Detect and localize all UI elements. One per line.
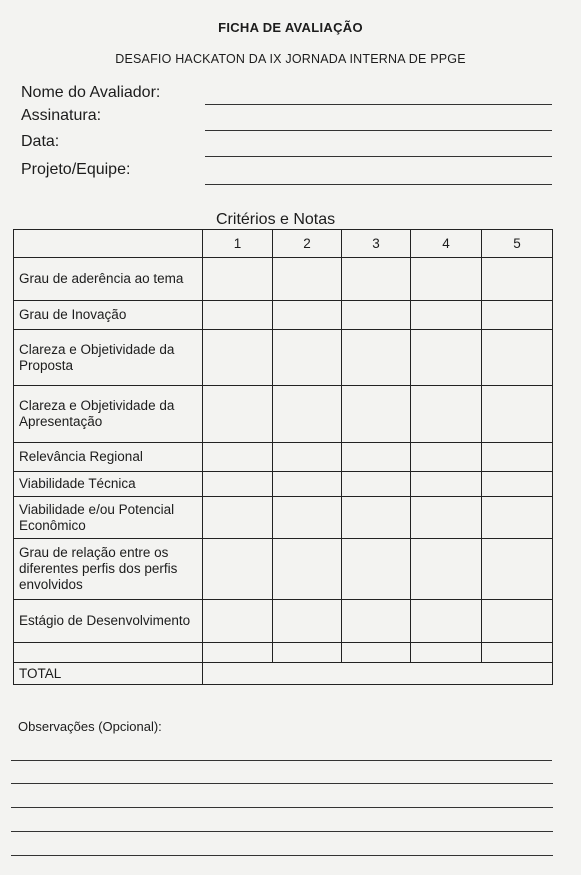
table-row: [14, 472, 553, 497]
score-cell[interactable]: [203, 539, 273, 600]
criterion-label: Viabilidade Técnica: [14, 472, 203, 497]
form-title: FICHA DE AVALIAÇÃO: [218, 20, 363, 35]
criterion-label: Grau de relação entre os diferentes perfis dos perfis envolvidos: [14, 539, 203, 600]
table-header-row: [14, 230, 553, 258]
score-header-2: 2: [273, 230, 342, 258]
score-cell[interactable]: [342, 643, 411, 663]
score-cell[interactable]: [482, 443, 553, 472]
score-header-5: 5: [482, 230, 553, 258]
table-row: [14, 600, 553, 643]
score-cell[interactable]: [482, 330, 553, 386]
score-cell[interactable]: [273, 386, 342, 443]
table-row: [14, 330, 553, 386]
score-cell[interactable]: [411, 497, 482, 539]
table-row: [14, 386, 553, 443]
date-label: Data:: [21, 133, 60, 150]
score-header-1: 1: [203, 230, 273, 258]
observation-line-1[interactable]: [11, 760, 552, 761]
table-row: [14, 497, 553, 539]
score-cell[interactable]: [482, 600, 553, 643]
table-row: [14, 258, 553, 301]
score-cell[interactable]: [342, 600, 411, 643]
score-cell[interactable]: [342, 497, 411, 539]
evaluator-name-label: Nome do Avaliador:: [21, 84, 161, 101]
score-cell[interactable]: [342, 258, 411, 301]
score-cell[interactable]: [482, 497, 553, 539]
score-cell[interactable]: [203, 330, 273, 386]
score-cell[interactable]: [411, 539, 482, 600]
score-cell[interactable]: [273, 330, 342, 386]
score-cell[interactable]: [203, 600, 273, 643]
score-cell[interactable]: [273, 539, 342, 600]
form-subtitle: DESAFIO HACKATON DA IX JORNADA INTERNA DE PPGE: [115, 52, 466, 66]
score-cell[interactable]: [342, 472, 411, 497]
score-cell[interactable]: [482, 472, 553, 497]
header-blank-cell: [14, 230, 203, 258]
criterion-label: Viabilidade e/ou Potencial Econômico: [14, 497, 203, 539]
table-row: [14, 443, 553, 472]
project-team-field[interactable]: [205, 184, 552, 185]
score-cell[interactable]: [411, 443, 482, 472]
criterion-label: Grau de aderência ao tema: [14, 258, 203, 301]
table-row: [14, 643, 553, 663]
score-cell[interactable]: [273, 497, 342, 539]
total-label: TOTAL: [14, 663, 203, 685]
date-field[interactable]: [205, 156, 552, 157]
observation-line-5[interactable]: [11, 855, 553, 856]
score-cell[interactable]: [273, 472, 342, 497]
criterion-label: Relevância Regional: [14, 443, 203, 472]
observations-label: Observações (Opcional):: [18, 719, 162, 734]
score-cell[interactable]: [273, 600, 342, 643]
score-cell[interactable]: [203, 643, 273, 663]
score-cell[interactable]: [411, 330, 482, 386]
score-cell[interactable]: [411, 301, 482, 330]
score-cell[interactable]: [203, 258, 273, 301]
score-cell[interactable]: [482, 258, 553, 301]
table-row: [14, 301, 553, 330]
observation-line-2[interactable]: [11, 783, 553, 784]
score-header-3: 3: [342, 230, 411, 258]
score-cell[interactable]: [482, 539, 553, 600]
score-cell[interactable]: [411, 643, 482, 663]
score-cell[interactable]: [273, 443, 342, 472]
criteria-table: [13, 229, 553, 685]
score-header-4: 4: [411, 230, 482, 258]
project-team-label: Projeto/Equipe:: [21, 161, 131, 178]
criterion-label: [14, 643, 203, 663]
score-cell[interactable]: [203, 386, 273, 443]
score-cell[interactable]: [342, 386, 411, 443]
score-cell[interactable]: [482, 386, 553, 443]
score-cell[interactable]: [482, 643, 553, 663]
score-cell[interactable]: [203, 472, 273, 497]
score-cell[interactable]: [342, 443, 411, 472]
criteria-caption: Critérios e Notas: [216, 211, 336, 228]
criterion-label: Clareza e Objetividade da Apresentação: [14, 386, 203, 443]
score-cell[interactable]: [411, 386, 482, 443]
score-cell[interactable]: [411, 258, 482, 301]
total-value-cell[interactable]: [203, 663, 553, 685]
criterion-label: Estágio de Desenvolvimento: [14, 600, 203, 643]
observation-line-3[interactable]: [11, 807, 553, 808]
score-cell[interactable]: [342, 330, 411, 386]
total-row: [14, 663, 553, 685]
score-cell[interactable]: [203, 443, 273, 472]
criterion-label: Clareza e Objetividade da Proposta: [14, 330, 203, 386]
observation-line-4[interactable]: [11, 831, 553, 832]
score-cell[interactable]: [203, 301, 273, 330]
evaluator-name-field[interactable]: [205, 104, 552, 105]
score-cell[interactable]: [273, 258, 342, 301]
score-cell[interactable]: [342, 301, 411, 330]
criterion-label: Grau de Inovação: [14, 301, 203, 330]
signature-label: Assinatura:: [21, 107, 102, 124]
score-cell[interactable]: [273, 643, 342, 663]
table-row: [14, 539, 553, 600]
score-cell[interactable]: [411, 600, 482, 643]
score-cell[interactable]: [411, 472, 482, 497]
score-cell[interactable]: [342, 539, 411, 600]
score-cell[interactable]: [273, 301, 342, 330]
signature-field[interactable]: [205, 130, 552, 131]
score-cell[interactable]: [482, 301, 553, 330]
score-cell[interactable]: [203, 497, 273, 539]
